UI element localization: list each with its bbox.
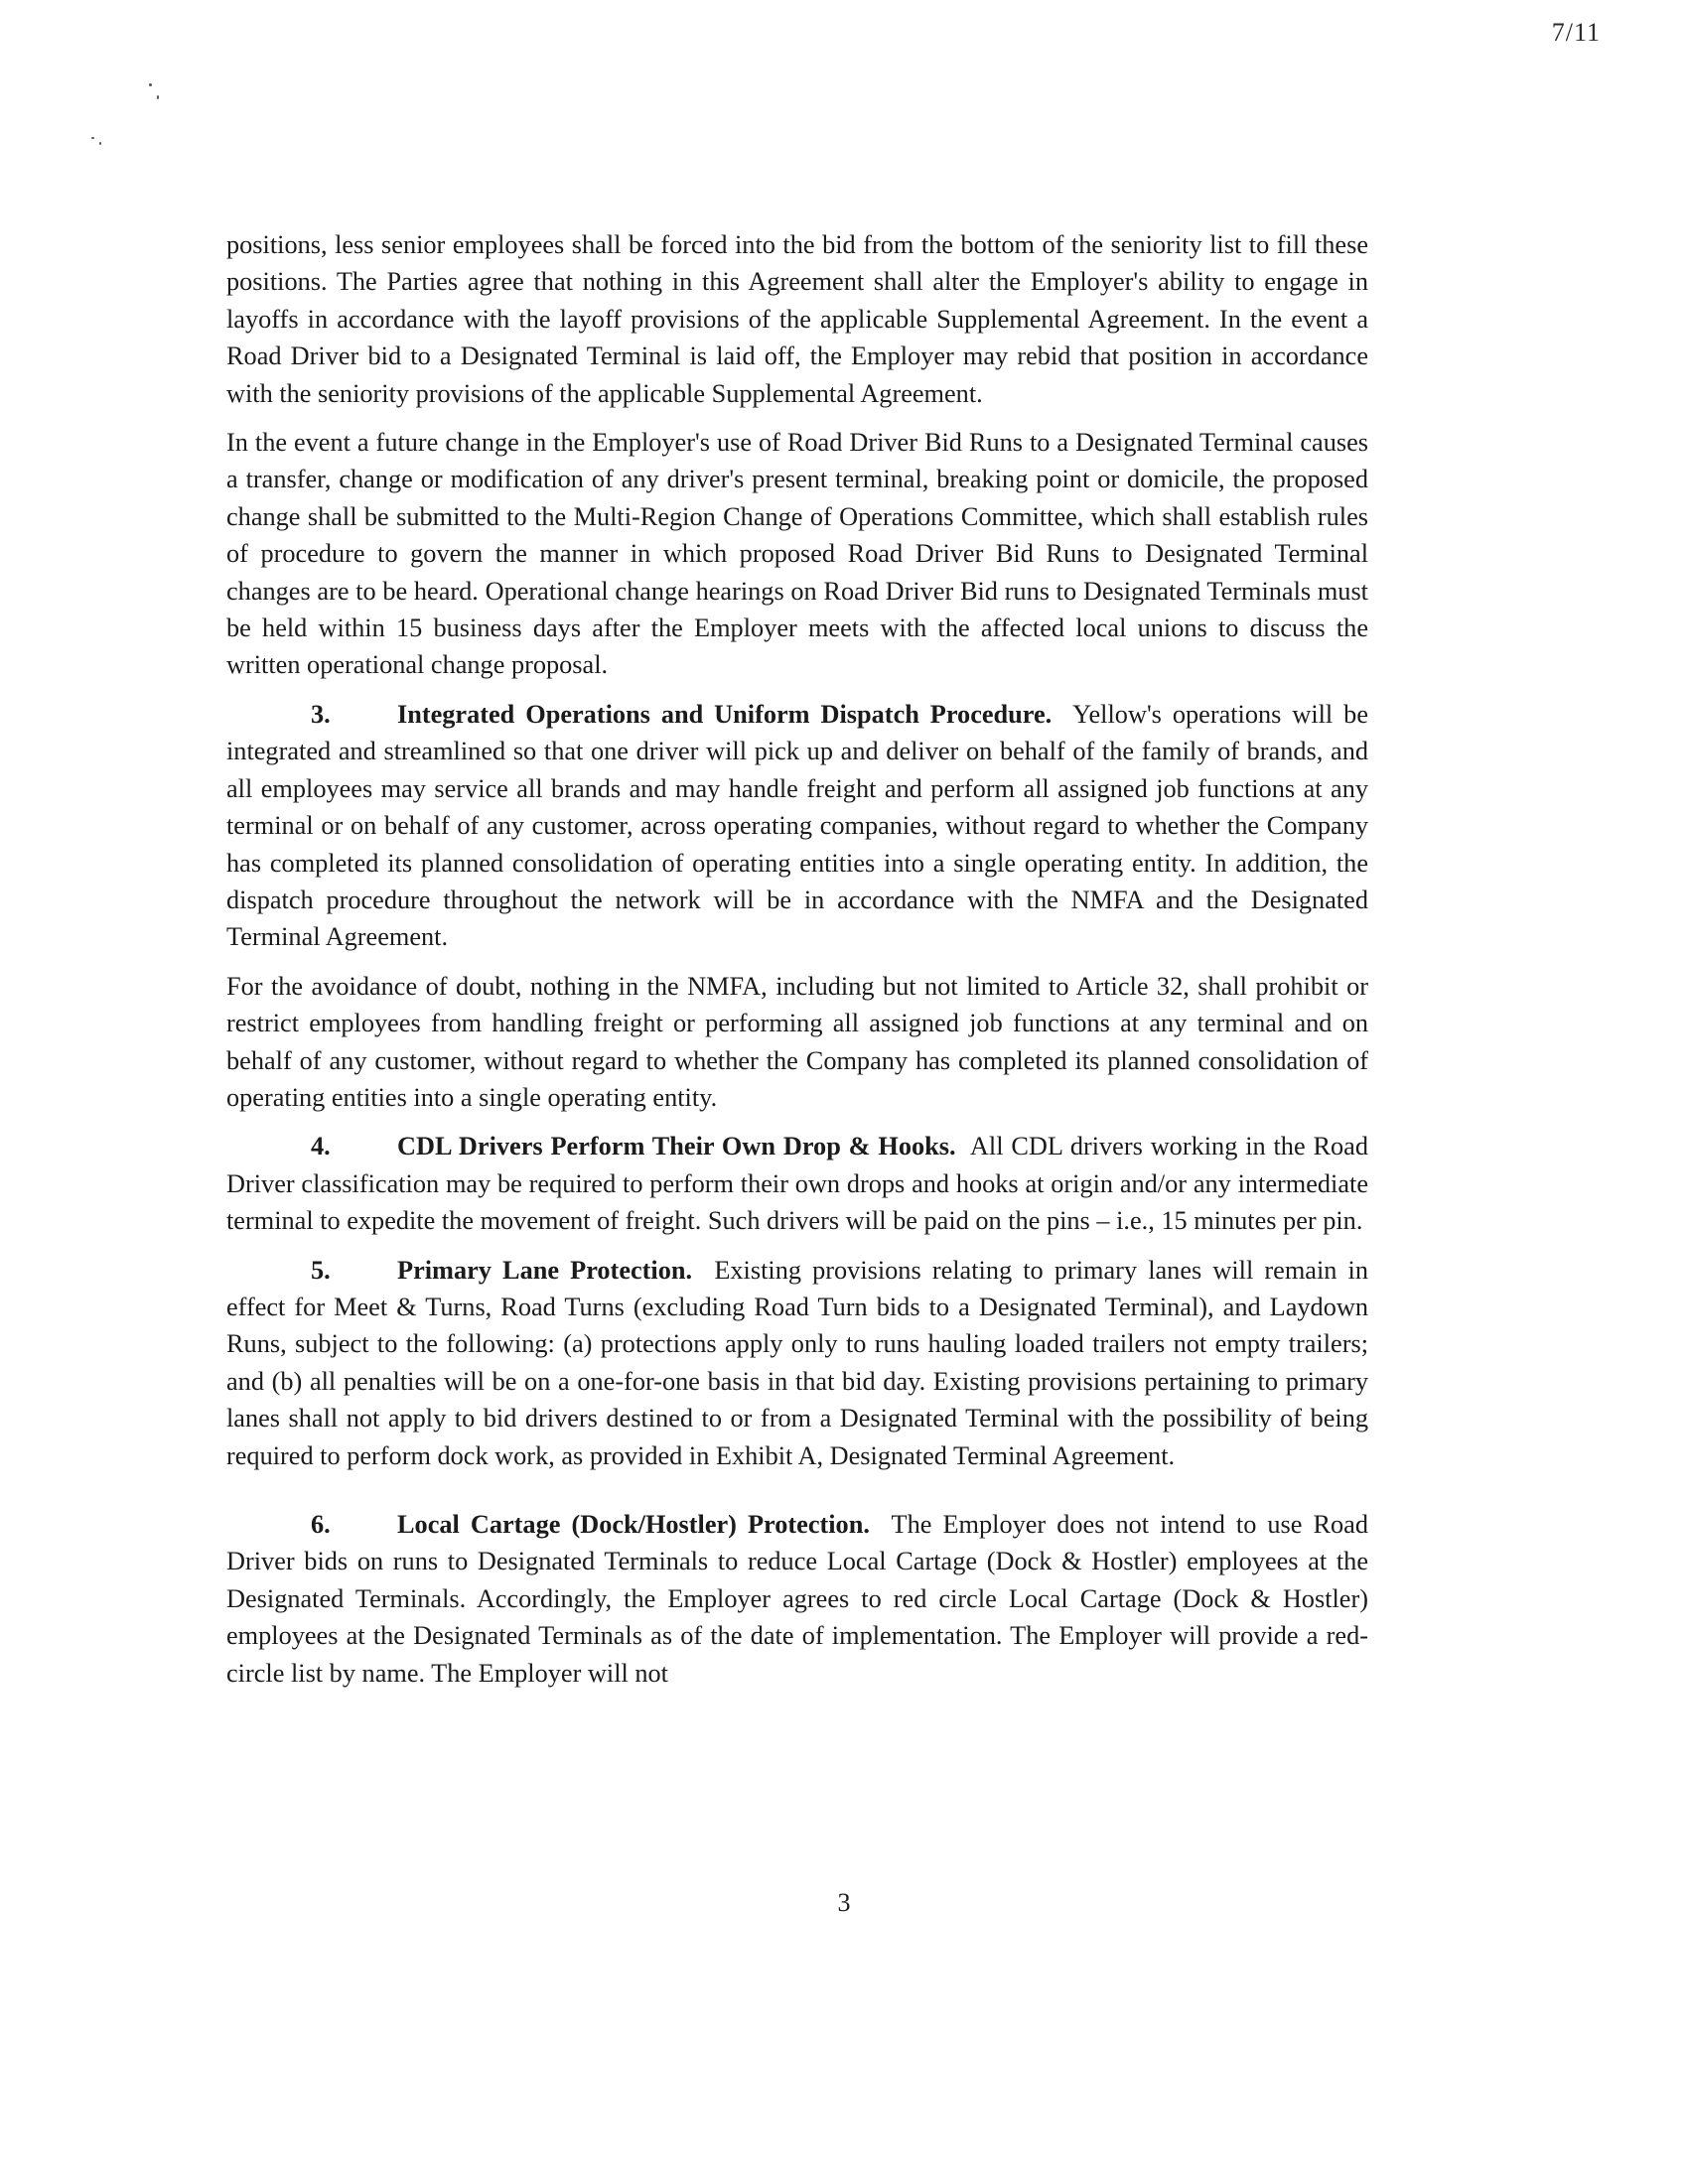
page-number: 3 xyxy=(837,1888,851,1917)
section-number: 6. xyxy=(311,1510,331,1539)
body-paragraph: For the avoidance of doubt, nothing in the NMFA, including but not limited to Article 32, shall prohibit or restrict employees from handling freight or performing all assigned job functions at any terminal and on behalf of any customer, without regard to whether the Company has completed its planned consolidation of operating entities into a single operating entity. xyxy=(226,971,1368,1112)
section-heading: Local Cartage (Dock/Hostler) Protection. xyxy=(397,1510,870,1539)
section-5 xyxy=(226,1252,1368,1474)
section-text: All CDL drivers working in the Road Driver classification may be required to perform their own drops and hooks at origin and/or any intermediate terminal to expedite the movement of freight. Such drivers will be paid on the pins – i.e., 15 minutes per pin. xyxy=(226,1132,1368,1236)
scan-speck xyxy=(91,137,94,139)
section-4 xyxy=(226,1128,1368,1239)
section-number: 4. xyxy=(311,1132,331,1161)
document-body xyxy=(226,226,1368,1704)
section-3 xyxy=(226,696,1368,956)
section-6 xyxy=(226,1506,1368,1692)
section-number: 3. xyxy=(311,699,331,729)
section-heading: CDL Drivers Perform Their Own Drop & Hooks. xyxy=(397,1132,956,1161)
section-text: The Employer does not intend to use Road Driver bids on runs to Designated Terminals to reduce Local Cartage (Dock & Hostler) employees at the Designated Terminals. Accordingly, the Employer agrees to red circle Local Cartage (Dock & Hostler) employees at the Designated Terminals as of the date of implementation. The Employer will provide a red-circle list by name. The Employer will not xyxy=(226,1510,1368,1688)
section-text: Yellow's operations will be integrated and streamlined so that one driver will pick up and deliver on behalf of the family of brands, and all employees may service all brands and may handle freight and perform all assigned job functions at any terminal or on behalf of any customer, across operating companies, without regard to whether the Company has completed its planned consolidation of operating entities into a single operating entity. In addition, the dispatch procedure throughout the network will be in accordance with the NMFA and the Designated Terminal Agreement. xyxy=(226,699,1368,952)
section-heading: Integrated Operations and Uniform Dispatch Procedure. xyxy=(397,699,1053,729)
body-paragraph: In the event a future change in the Employer's use of Road Driver Bid Runs to a Designated Terminal causes a transfer, change or modification of any driver's present terminal, breaking point or domicile, the proposed change shall be submitted to the Multi-Region Change of Operations Committee, which shall establish rules of procedure to govern the manner in which proposed Road Driver Bid Runs to Designated Terminal changes are to be heard. Operational change hearings on Road Driver Bid runs to Designated Terminals must be held within 15 business days after the Employer meets with the affected local unions to discuss the written operational change proposal. xyxy=(226,428,1368,680)
section-heading: Primary Lane Protection. xyxy=(397,1255,693,1285)
scan-speck xyxy=(99,142,101,145)
section-text: Existing provisions relating to primary lanes will remain in effect for Meet & Turns, Road Turns (excluding Road Turn bids to a Designated Terminal), and Laydown Runs, subject to the following: (a) protections apply only to runs hauling loaded trailers not empty trailers; and (b) all penalties will be on a one-for-one basis in that bid day. Existing provisions pertaining to primary lanes shall not apply to bid drivers destined to or from a Designated Terminal with the possibility of being required to perform dock work, as provided in Exhibit A, Designated Terminal Agreement. xyxy=(226,1255,1368,1470)
scan-speck xyxy=(157,95,159,99)
body-paragraph: positions, less senior employees shall be forced into the bid from the bottom of the seniority list to fill these positions. The Parties agree that nothing in this Agreement shall alter the Employer's ability to engage in layoffs in accordance with the layoff provisions of the applicable Supplemental Agreement. In the event a Road Driver bid to a Designated Terminal is laid off, the Employer may rebid that position in accordance with the seniority provisions of the applicable Supplemental Agreement. xyxy=(226,230,1368,408)
scan-speck xyxy=(149,83,152,86)
fax-page-marker: 7/11 xyxy=(1551,18,1601,47)
section-number: 5. xyxy=(311,1255,331,1285)
